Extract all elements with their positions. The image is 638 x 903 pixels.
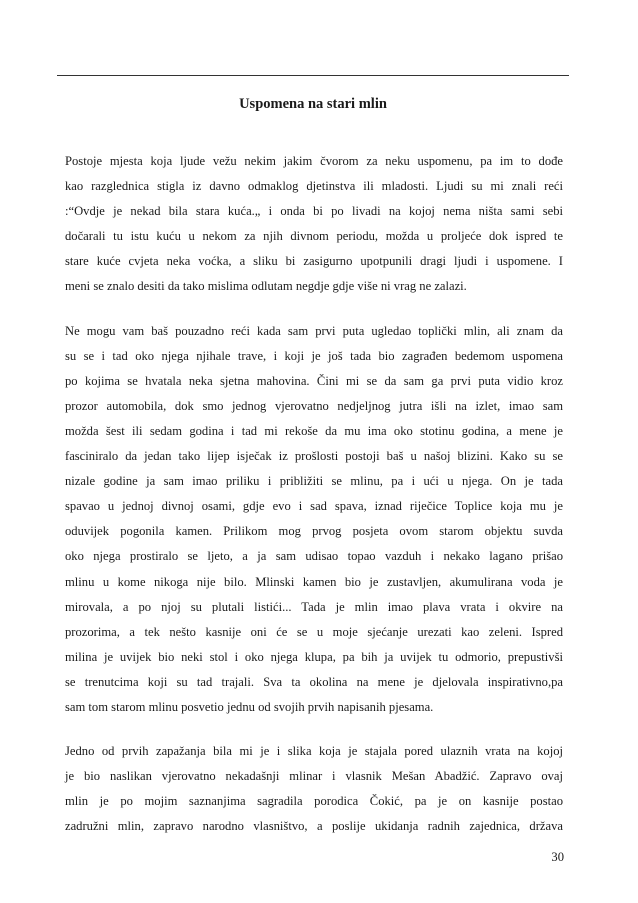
paragraph-line: prozorima, a tek nešto kasnije oni će se u moje sjećanje urezati kao zeleni. Ispred bbox=[65, 624, 563, 639]
header-rule bbox=[57, 75, 569, 76]
paragraph-line: mlin je po mojim saznanjima sagradila porodica Čokić, pa je on kasnije postao bbox=[65, 794, 563, 809]
paragraph-line: su se i tad oko njega njihale trave, i koji je još tada bio zagrađen bedemom uspomena bbox=[65, 348, 563, 363]
paragraph bbox=[65, 149, 563, 300]
paragraph-line: se trenutcima koji su tad trajali. Sva ta okolina na mene je djelovala inspirativno,pa bbox=[65, 674, 563, 689]
paragraph-line: kao razglednica stigla iz davno odmaklog djetinstva ili mladosti. Ljudi su mi znali reći bbox=[65, 179, 563, 194]
document-body bbox=[65, 149, 563, 858]
paragraph-line: stare kuće cvjeta neka voćka, a sliku bi zasigurno upotpunili dragi ljudi i uspomene. I bbox=[65, 254, 563, 269]
document-title: Uspomena na stari mlin bbox=[239, 96, 387, 112]
paragraph-line: je bio naslikan vjerovatno nekadašnji mlinar i vlasnik Mešan Abadžić. Zapravo ovaj bbox=[65, 769, 563, 784]
paragraph-line: :“Ovdje je nekad bila stara kuća.„ i onda bi po livadi na kojoj nema ništa sami sebi bbox=[65, 204, 563, 219]
paragraph-line: dočarali tu istu kuću u nekom za njih divnom periodu, možda u proljeće dok ispred te bbox=[65, 229, 563, 244]
paragraph-line: oko njega prostiralo se ljeto, a ja sam udisao topao vazduh i nekako lagano prišao bbox=[65, 549, 563, 564]
paragraph bbox=[65, 319, 563, 721]
paragraph-line: sam tom starom mlinu posvetio jednu od svojih prvih napisanih pjesama. bbox=[65, 699, 434, 714]
paragraph-line: nizale godine ja sam imao priliku i približiti se mlinu, pa i ući u njega. On je tada bbox=[65, 474, 563, 489]
paragraph-line: milina je uvijek bio neki stol i oko njega klupa, pa bih ja uvijek tu odmorio, prepustivši bbox=[65, 649, 563, 664]
paragraph-line: Jedno od prvih zapažanja bila mi je i slika koja je stajala pored ulaznih vrata na kojoj bbox=[65, 744, 563, 759]
paragraph-line: možda šest ili sedam godina i tad mi rekoše da mu ima oko stotinu godina, a mene je bbox=[65, 423, 563, 438]
paragraph-line: Postoje mjesta koja ljude vežu nekim jakim čvorom za neku uspomenu, pa im to dođe bbox=[65, 154, 563, 168]
paragraph-line: po kojima se hvatala neka sjetna mahovina. Čini mi se da sam ga prvi puta vidio kroz bbox=[65, 373, 563, 388]
paragraph-line: Ne mogu vam baš pouzadno reći kada sam prvi puta ugledao toplički mlin, ali znam da bbox=[65, 323, 563, 338]
paragraph-line: mirovala, a po njoj su plutali listići... Tada je mlin imao plava vrata i okvire na bbox=[65, 599, 563, 614]
paragraph-line: mlinu u kome nikoga nije bilo. Mlinski kamen bio je zustavljen, akumulirana voda je bbox=[65, 574, 563, 589]
paragraph-line: spavao u jednoj divnoj osami, gdje evo i sad spava, iznad riječice Toplice koja mu je bbox=[65, 499, 563, 514]
paragraph-line: zadružni mlin, zapravo narodno vlasništvo, a poslije ukidanja radnih zajednica, država bbox=[65, 819, 563, 834]
paragraph-line: meni se znalo desiti da tako mislima odlutam negdje gdje više ni vrag ne zalazi. bbox=[65, 279, 467, 294]
paragraph-line: fasciniralo da jedan tako lijep isječak iz prošlosti postoji baš u našoj blizini. Kako su se bbox=[65, 449, 563, 464]
page-number: 30 bbox=[551, 850, 564, 864]
paragraph-line: oduvijek pogonila kamen. Prilikom mog prvog posjeta ovom starom objektu suvda bbox=[65, 524, 563, 539]
paragraph-line: prozor automobila, dok smo jednog vjerovatno nedjeljnog jutra išli na izlet, imao sam bbox=[65, 398, 563, 413]
paragraph bbox=[65, 739, 563, 839]
